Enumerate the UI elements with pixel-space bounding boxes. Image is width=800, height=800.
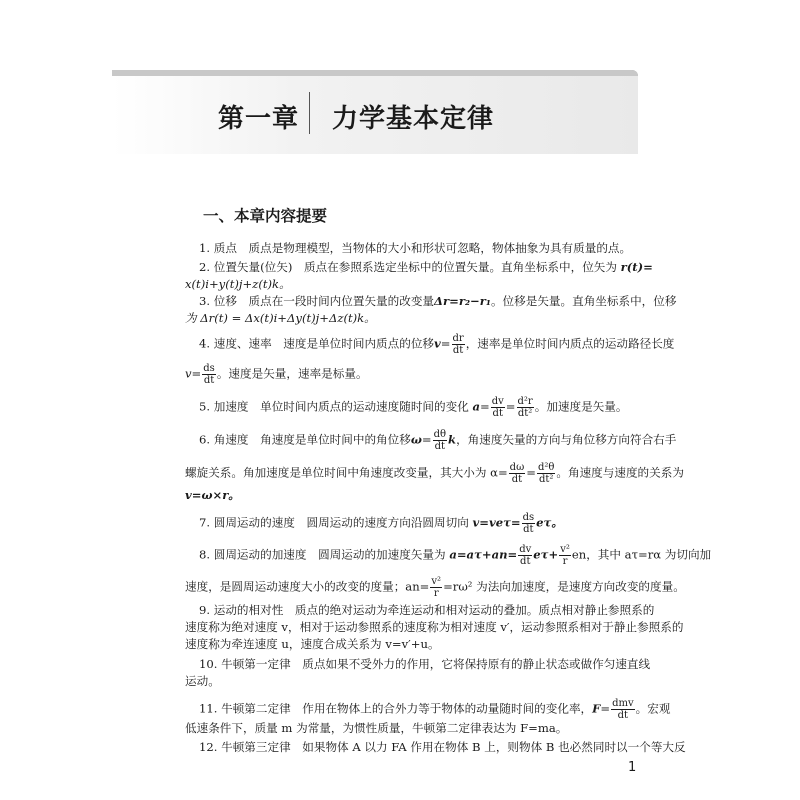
item-8-line-1: 8. 圆周运动的加速度 圆周运动的加速度矢量为 a=aτ+an= $\frac{dv}{dt}$ eτ+ $\frac{\text{v²}}{r}$ en，其中 aτ=rα 为切向加 — [199, 544, 712, 567]
fraction: $\frac{d\omega}{dt}$ — [509, 462, 525, 485]
item-9-line-2: 速度称为绝对速度 v，相对于运动参照系的速度称为相对速度 v′，运动参照系相对于静止参照系的 — [185, 620, 684, 634]
fraction: $\frac{\text{dmv}}{dt}$ — [612, 698, 634, 721]
fraction: $\frac{\text{v²}}{r}$ — [431, 576, 442, 599]
chapter-divider — [309, 92, 310, 134]
item-2-line-2: x(t)i+y(t)j+z(t)k。 — [185, 277, 291, 291]
item-6-line-3: v=ω×r。 — [185, 488, 240, 502]
fraction: $\frac{dv}{dt}$ — [491, 396, 504, 419]
item-3-line-2: 为 Δr(t) = Δx(t)i+Δy(t)j+Δz(t)k。 — [185, 311, 376, 325]
item-10-line-1: 10. 牛顿第一定律 质点如果不受外力的作用，它将保持原有的静止状态或做作匀速直线 — [199, 657, 651, 671]
fraction: $\frac{ds}{dt}$ — [203, 363, 215, 386]
page-number: 1 — [628, 760, 637, 775]
item-11-line-2: 低速条件下，质量 m 为常量，为惯性质量，牛顿第二定律表达为 F=ma。 — [185, 721, 568, 735]
item-4-line-1: 4. 速度、速率 速度是单位时间内质点的位移v= $\frac{dr}{dt}$ ，速率是单位时间内质点的运动路径长度 — [199, 333, 675, 356]
item-7: 7. 圆周运动的速度 圆周运动的速度方向沿圆周切向 v=veτ= $\frac{ds}{dt}$ eτ。 — [199, 512, 563, 535]
item-9-line-1: 9. 运动的相对性 质点的绝对运动为牵连运动和相对运动的叠加。质点相对静止参照系的 — [199, 603, 655, 617]
item-6-line-1: 6. 角速度 角速度是单位时间中的角位移ω= $\frac{d\theta}{dt}$ k，角速度矢量的方向与角位移方向符合右手 — [199, 429, 677, 452]
fraction: $\frac{\text{d²r}}{\text{dt²}}$ — [517, 396, 533, 419]
item-5: 5. 加速度 单位时间内质点的运动速度随时间的变化 a= $\frac{dv}{dt}$ = $\frac{\text{d²r}}{\text{dt²}}$ 。加速度是矢量。 — [199, 396, 628, 419]
fraction: $\frac{d\theta}{dt}$ — [433, 429, 447, 452]
item-2-line-1: 2. 位置矢量(位矢) 质点在参照系选定坐标中的位置矢量。直角坐标系中，位矢为 r(t)= — [199, 260, 653, 274]
fraction: $\frac{ds}{dt}$ — [522, 512, 535, 535]
item-8-line-2: 速度，是圆周运动速度大小的改变的度量；an= $\frac{\text{v²}}{r}$ =rω² 为法向加速度，是速度方向改变的度量。 — [185, 576, 685, 599]
chapter-number: 第一章 — [218, 104, 300, 134]
fraction: $\frac{\text{v²}}{r}$ — [560, 544, 570, 567]
item-4-line-2: v= $\frac{ds}{dt}$ 。速度是矢量，速率是标量。 — [185, 363, 368, 386]
item-3-line-1: 3. 位移 质点在一段时间内位置矢量的改变量Δr=r₂−r₁。位移是矢量。直角坐标系中，位移 — [199, 294, 677, 308]
item-9-line-3: 速度称为牵连速度 u，速度合成关系为 v=v′+u。 — [185, 637, 440, 651]
item-11-line-1: 11. 牛顿第二定律 作用在物体上的合外力等于物体的动量随时间的变化率，F= $\frac{\text{dmv}}{dt}$ 。宏观 — [199, 698, 671, 721]
item-12-line-1: 12. 牛顿第三定律 如果物体 A 以力 FA 作用在物体 B 上，则物体 B 也必然同时以一个等大反 — [199, 740, 686, 754]
chapter-title: 力学基本定律 — [332, 104, 495, 134]
fraction: $\frac{dv}{dt}$ — [519, 544, 532, 567]
item-10-line-2: 运动。 — [185, 674, 220, 688]
fraction: $\frac{\text{d²θ}}{\text{dt²}}$ — [537, 462, 555, 485]
fraction: $\frac{dr}{dt}$ — [452, 333, 464, 356]
item-6-line-2: 螺旋关系。角加速度是单位时间中角速度改变量，其大小为 α= $\frac{d\omega}{dt}$ = $\frac{\text{d²θ}}{\text{dt²}}$ 。角速度与速度的关系为 — [185, 462, 684, 485]
section-heading: 一、本章内容提要 — [203, 207, 328, 225]
item-1: 1. 质点 质点是物理模型，当物体的大小和形状可忽略，物体抽象为具有质量的点。 — [199, 241, 632, 255]
